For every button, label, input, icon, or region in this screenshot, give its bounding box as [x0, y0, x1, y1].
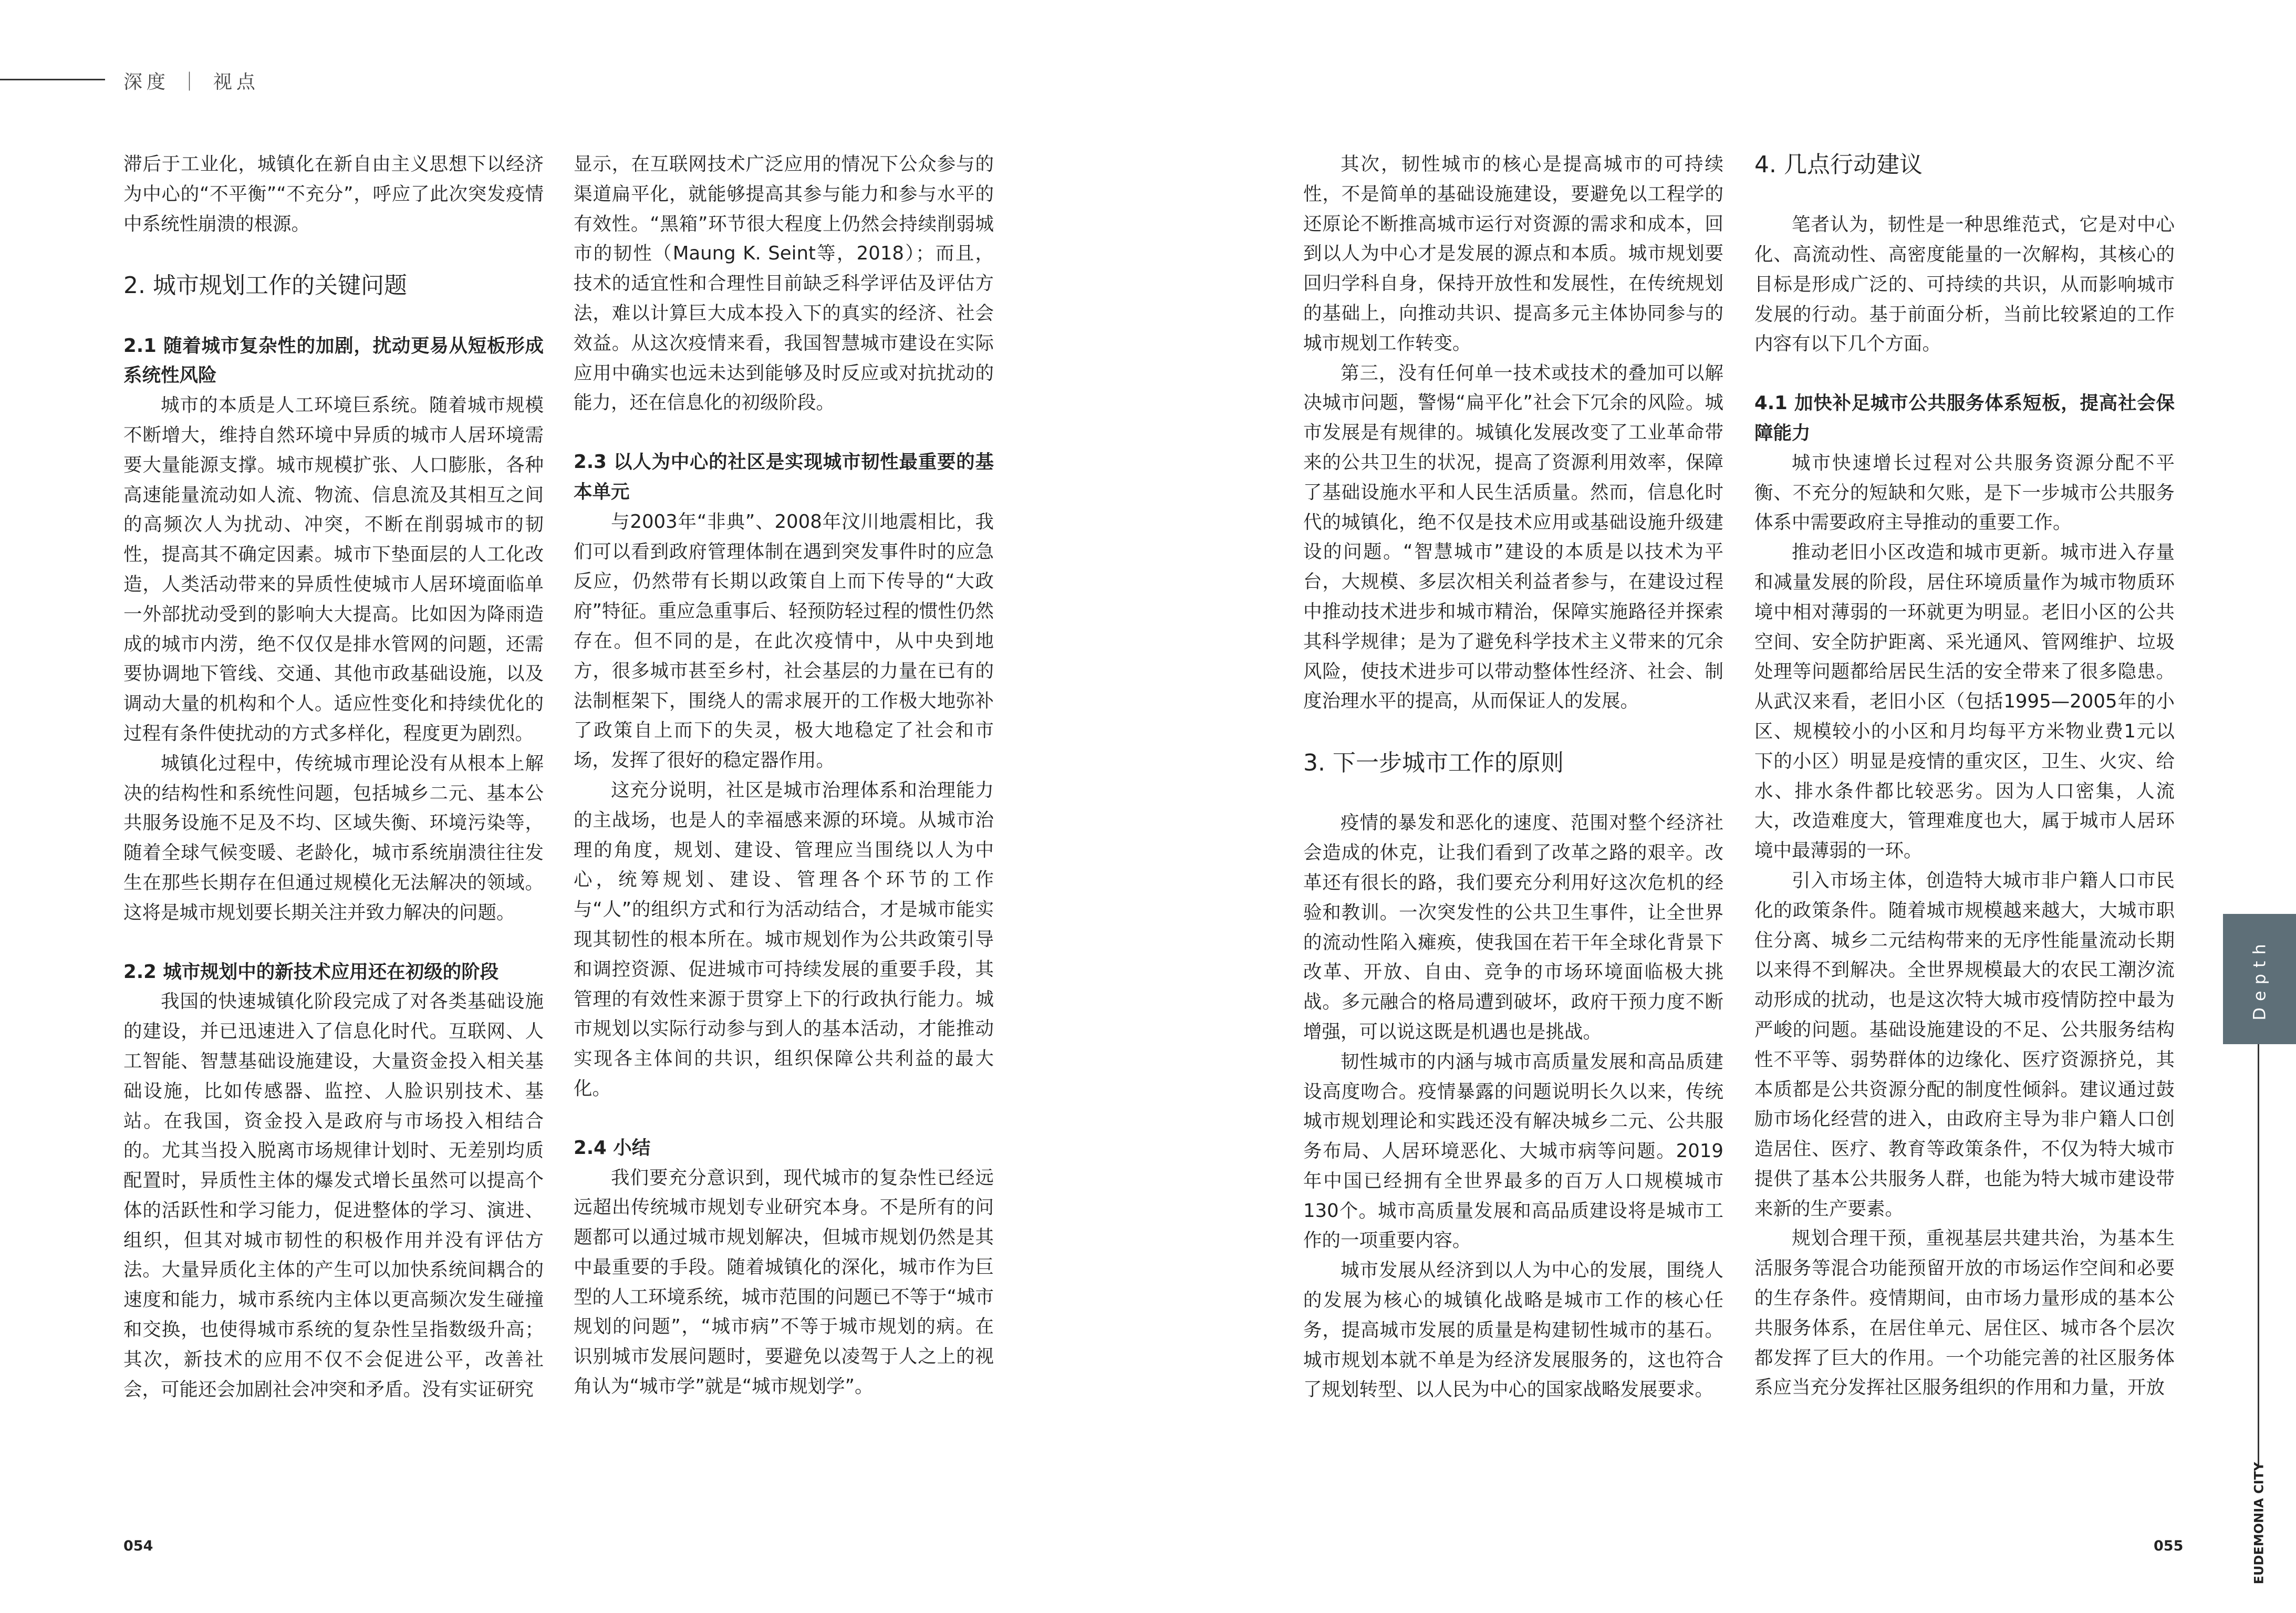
paragraph: 其次，韧性城市的核心是提高城市的可持续性，不是简单的基础设施建设，要避免以工程学的还原论不断推高城市运行对资源的需求和成本，回到以人为中心才是发展的源点和本质。城市规划要回归学科自身，保持开放性和发展性，在传统规划的基础上，向推动共识、提高多元主体协同参与的城市规划工作转变。 — [1303, 153, 1723, 354]
subsection-heading-2-4: 2.4 小结 — [574, 1137, 651, 1159]
paragraph: 我们要充分意识到，现代城市的复杂性已经远远超出传统城市规划专业研究本身。不是所有的问题都可以通过城市规划解决，但城市规划仍然是其中最重要的手段。随着城镇化的深化，城市作为巨型的人工环境系统，城市范围的问题已不等于“城市规划的问题”，“城市病”不等于城市规划的病。在识别城市发展问题时，要避免以凌驾于人之上的视角认为“城市学”就是“城市规划学”。 — [574, 1167, 994, 1398]
paragraph: 疫情的暴发和恶化的速度、范围对整个经济社会造成的休克，让我们看到了改革之路的艰辛。改革还有很长的路，我们要充分利用好这次危机的经验和教训。一次突发性的公共卫生事件，让全世界的流动性陷入瘫痪，使我国在若干年全球化背景下改革、开放、自由、竞争的市场环境面临极大挑战。多元融合的格局遭到破坏，政府干预力度不断增强，可以说这既是机遇也是挑战。 — [1303, 812, 1723, 1043]
paragraph: 显示，在互联网技术广泛应用的情况下公众参与的渠道扁平化，就能够提高其参与能力和参与水平的有效性。“黑箱”环节很大程度上仍然会持续削弱城市的韧性（Maung K. Seint等，2018）；而且，技术的适宜性和合理性目前缺乏科学评估及评估方法，难以计算巨大成本投入下的真实的经济、社会效益。从这次疫情来看，我国智慧城市建设在实际应用中确实也远未达到能够及时反应或对抗扰动的能力，还在信息化的初级阶段。 — [574, 153, 994, 414]
paragraph: 滞后于工业化，城镇化在新自由主义思想下以经济为中心的“不平衡”“不充分”，呼应了此次突发疫情中系统性崩溃的根源。 — [123, 153, 544, 235]
magazine-name-text: EUDEMONIA CITY — [2251, 1462, 2267, 1585]
section-heading-4: 4. 几点行动建议 — [1754, 151, 1923, 178]
subsection-heading-2-1: 2.1 随着城市复杂性的加剧，扰动更易从短板形成系统性风险 — [123, 335, 544, 387]
paragraph: 城市的本质是人工环境巨系统。随着城市规模不断增大，维持自然环境中异质的城市人居环境需要大量能源支撑。城市规模扩张、人口膨胀，各种高速能量流动如人流、物流、信息流及其相互之间的高频次人为扰动、冲突，不断在削弱城市的韧性，提高其不确定因素。城市下垫面层的人工化改造，人类活动带来的异质性使城市人居环境面临单一外部扰动受到的影响大大提高。比如因为降雨造成的城市内涝，绝不仅仅是排水管网的问题，还需要协调地下管线、交通、其他市政基础设施，以及调动大量的机构和个人。适应性变化和持续优化的过程有条件使扰动的方式多样化，程度更为剧烈。 — [123, 394, 544, 744]
paragraph: 规划合理干预，重视基层共建共治，为基本生活服务等混合功能预留开放的市场运作空间和必要的生存条件。疫情期间，由市场力量形成的基本公共服务体系，在居住单元、居住区、城市各个层次都发挥了巨大的作用。一个功能完善的社区服务体系应当充分发挥社区服务组织的作用和力量，开放 — [1754, 1227, 2175, 1399]
paragraph: 推动老旧小区改造和城市更新。城市进入存量和减量发展的阶段，居住环境质量作为城市物质环境中相对薄弱的一环就更为明显。老旧小区的公共空间、安全防护距离、采光通风、管网维护、垃圾处理等问题都给居民生活的安全带来了很多隐患。从武汉来看，老旧小区（包括1995—2005年的小区、规模较小的小区和月均每平方米物业费1元以下的小区）明显是疫情的重灾区，卫生、火灾、给水、排水条件都比较恶劣。因为人口密集，人流大，改造难度大，管理难度也大，属于城市人居环境中最薄弱的一环。 — [1754, 542, 2175, 862]
page-number-left: 054 — [123, 1538, 153, 1554]
paragraph: 这充分说明，社区是城市治理体系和治理能力的主战场，也是人的幸福感来源的环境。从城市治理的角度，规划、建设、管理应当围绕以人为中心，统筹规划、建设、管理各个环节的工作与“人”的组织方式和行为活动结合，才是城市能实现其韧性的根本所在。城市规划作为公共政策引导和调控资源、促进城市可持续发展的重要手段，其管理的有效性来源于贯穿上下的行政执行能力。城市规划以实际行动参与到人的基本活动，才能推动实现各主体间的共识，组织保障公共利益的最大化。 — [574, 779, 994, 1099]
paragraph: 第三，没有任何单一技术或技术的叠加可以解决城市问题，警惕“扁平化”社会下冗余的风险。城市发展是有规律的。城镇化发展改变了工业革命带来的公共卫生的状况，提高了资源利用效率，保障了基础设施水平和人民生活质量。然而，信息化时代的城镇化，绝不仅是技术应用或基础设施升级建设的问题。“智慧城市”建设的本质是以技术为平台，大规模、多层次相关利益者参与，在建设过程中推动技术进步和城市精治，保障实施路径并探索其科学规律；是为了避免科学技术主义带来的冗余风险，使技术进步可以带动整体性经济、社会、制度治理水平的提高，从而保证人的发展。 — [1303, 362, 1723, 712]
side-rule — [2258, 1044, 2259, 1467]
magazine-name — [2251, 1462, 2267, 1585]
paragraph: 韧性城市的内涵与城市高质量发展和高品质建设高度吻合。疫情暴露的问题说明长久以来，传统城市规划理论和实践还没有解决城乡二元、公共服务布局、人居环境恶化、大城市病等问题。2019年中国已经拥有全世界最多的百万人口规模城市130个。城市高质量发展和高品质建设将是城市工作的一项重要内容。 — [1303, 1050, 1723, 1252]
paragraph: 我国的快速城镇化阶段完成了对各类基础设施的建设，并已迅速进入了信息化时代。互联网、人工智能、智慧基础设施建设，大量资金投入相关基础设施，比如传感器、监控、人脸识别技术、基站。在我国，资金投入是政府与市场投入相结合的。尤其当投入脱离市场规律计划时、无差别均质配置时，异质性主体的爆发式增长虽然可以提高个体的活跃性和学习能力，促进整体的学习、演进、组织，但其对城市韧性的积极作用并没有评估方法。大量异质化主体的产生可以加快系统间耦合的速度和能力，城市系统内主体以更高频次发生碰撞和交换，也使得城市系统的复杂性呈指数级升高；其次，新技术的应用不仅不会促进公平，改善社会，可能还会加剧社会冲突和矛盾。没有实证研究 — [123, 991, 544, 1400]
subsection-heading-2-2: 2.2 城市规划中的新技术应用还在初级的阶段 — [123, 961, 499, 983]
section-tab-label: Depth — [2249, 938, 2270, 1021]
paragraph: 城市发展从经济到以人为中心的发展，围绕人的发展为核心的城镇化战略是城市工作的核心任务，提高城市发展的质量是构建韧性城市的基石。城市规划本就不单是为经济发展服务的，这也符合了规划转型、以人民为中心的国家战略发展要求。 — [1303, 1260, 1723, 1401]
section-header: 深度 ｜ 视点 — [123, 71, 259, 93]
paragraph: 笔者认为，韧性是一种思维范式，它是对中心化、高流动性、高密度能量的一次解构，其核心的目标是形成广泛的、可持续的共识，从而影响城市发展的行动。基于前面分析，当前比较紧迫的工作内容有以下几个方面。 — [1754, 214, 2175, 355]
paragraph: 城市快速增长过程对公共服务资源分配不平衡、不充分的短缺和欠账，是下一步城市公共服务体系中需要政府主导推动的重要工作。 — [1754, 452, 2175, 534]
subsection-heading-4-1: 4.1 加快补足城市公共服务体系短板，提高社会保障能力 — [1754, 392, 2175, 444]
page-number-right: 055 — [2154, 1538, 2184, 1554]
paragraph: 城镇化过程中，传统城市理论没有从根本上解决的结构性和系统性问题，包括城乡二元、基本公共服务设施不足及不均、区域失衡、环境污染等，随着全球气候变暖、老龄化，城市系统崩溃往往发生在那些长期存在但通过规模化无法解决的领域。这将是城市规划要长期关注并致力解决的问题。 — [123, 752, 544, 923]
text-column-2 — [574, 150, 994, 1402]
text-column-1 — [123, 150, 544, 1404]
section-heading-3: 3. 下一步城市工作的原则 — [1303, 750, 1564, 777]
section-heading-2: 2. 城市规划工作的关键问题 — [123, 272, 407, 299]
paragraph: 与2003年“非典”、2008年汶川地震相比，我们可以看到政府管理体制在遇到突发事件时的应急反应，仍然带有长期以政策自上而下传导的“大政府”特征。重应急重事后、轻预防轻过程的惯性仍然存在。但不同的是，在此次疫情中，从中央到地方，很多城市甚至乡村，社会基层的力量在已有的法制框架下，围绕人的需求展开的工作极大地弥补了政策自上而下的失灵，极大地稳定了社会和市场，发挥了很好的稳定器作用。 — [574, 511, 994, 772]
text-column-3 — [1303, 150, 1723, 1405]
section-tab — [2223, 914, 2296, 1044]
header-rule — [0, 79, 105, 80]
subsection-heading-2-3: 2.3 以人为中心的社区是实现城市韧性最重要的基本单元 — [574, 451, 994, 503]
text-column-4 — [1754, 150, 2175, 1403]
paragraph: 引入市场主体，创造特大城市非户籍人口市民化的政策条件。随着城市规模越来越大，大城市职住分离、城乡二元结构带来的无序性能量流动长期以来得不到解决。全世界规模最大的农民工潮汐流动形成的扰动，也是这次特大城市疫情防控中最为严峻的问题。基础设施建设的不足、公共服务结构性不平等、弱势群体的边缘化、医疗资源挤兑，其本质都是公共资源分配的制度性倾斜。建议通过鼓励市场化经营的进入，由政府主导为非户籍人口创造居住、医疗、教育等政策条件，不仅为特大城市提供了基本公共服务人群，也能为特大城市建设带来新的生产要素。 — [1754, 869, 2175, 1220]
